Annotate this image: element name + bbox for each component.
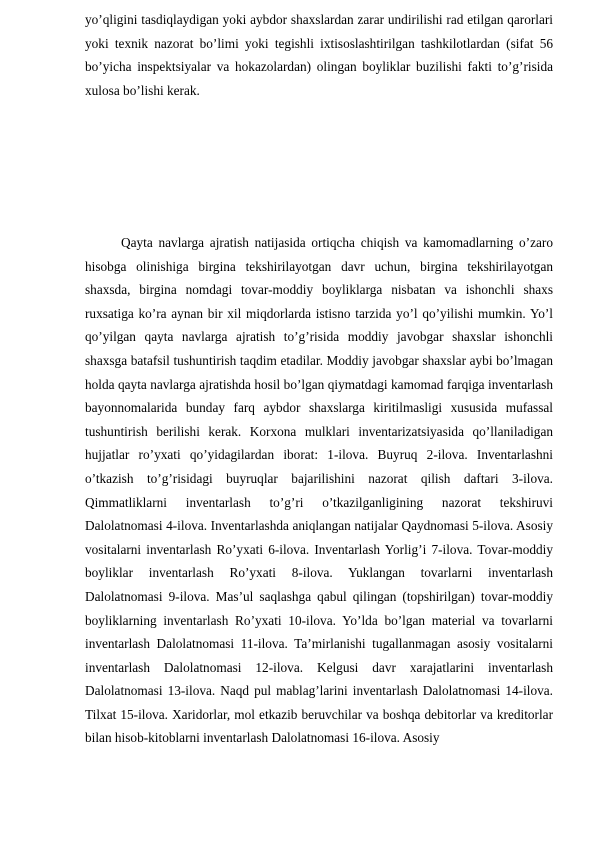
paragraph-continuation: yo’qligini tasdiqlaydigan yoki aybdor shaxslardan zarar undirilishi rad etilgan qarorlari yoki texnik nazorat bo’limi yoki tegishli ixtisoslashtirilgan tashkilotlardan (sifat 56 bo’yicha inspektsiyalar va hokazolardan) olingan boyliklar buzilishi fakti to’g’risida xulosa bo’lishi kerak. bbox=[85, 12, 553, 98]
paragraph-inventory-documents: Qayta navlarga ajratish natijasida ortiqcha chiqish va kamomadlarning o’zaro hisobga olinishiga birgina tekshirilayotgan davr uchun, birgina tekshirilayotgan shaxsda, birgina nomdagi tovar-moddiy boyliklarga nisbatan va ishonchli shaxs ruxsatiga ko’ra aynan bir xil miqdorlarda istisno tarzida yo’l qo’yilishi mumkin. Yo’l qo’yilgan qayta navlarga ajratish to’g’risida moddiy javobgar shaxslar ishonchli shaxsga batafsil tushuntirish taqdim etadilar. Moddiy javobgar shaxslar aybi bo’lmagan holda qayta navlarga ajratishda hosil bo’lgan qiymatdagi kamomad farqiga inventarlash bayonnomalarida bunday farq aybdor shaxslarga kiritilmasligi xususida mufassal tushuntirish berilishi kerak. Korxona mulklari inventarizatsiyasida qo’llaniladigan hujjatlar ro’yxati qo’yidagilardan iborat: 1-ilova. Buyruq 2-ilova. Inventarlashni o’tkazish to’g’risidagi buyruqlar bajarilishini nazorat qilish daftari 3-ilova. Qimmatliklarni inventarlash to’g’ri o’tkazilganligining nazorat tekshiruvi Dalolatnomasi 4-ilova. Inventarlashda aniqlangan natijalar Qaydnomasi 5-ilova. Asosiy vositalarni inventarlash Ro’yxati 6-ilova. Inventarlash Yorlig’i 7-ilova. Tovar-moddiy boyliklar inventarlash Ro’yxati 8-ilova. Yuklangan tovarlarni inventarlash Dalolatnomasi 9-ilova. Mas’ul saqlashga qabul qilingan (topshirilgan) tovar-moddiy boyliklarning inventarlash Ro’yxati 10-ilova. Yo’lda bo’lgan material va tovarlarni inventarlash Dalolatnomasi 11-ilova. Ta’mirlanishi tugallanmagan asosiy vositalarni inventarlash Dalolatnomasi 12-ilova. Kelgusi davr xarajatlarini inventarlash Dalolatnomasi 13-ilova. Naqd pul mablag’larini inventarlash Dalolatnomasi 14-ilova. Tilxat 15-ilova. Xaridorlar, mol etkazib beruvchilar va boshqa debitorlar va kreditorlar bilan hisob-kitoblarni inventarlash Dalolatnomasi 16-ilova. Asosiy bbox=[85, 235, 553, 746]
